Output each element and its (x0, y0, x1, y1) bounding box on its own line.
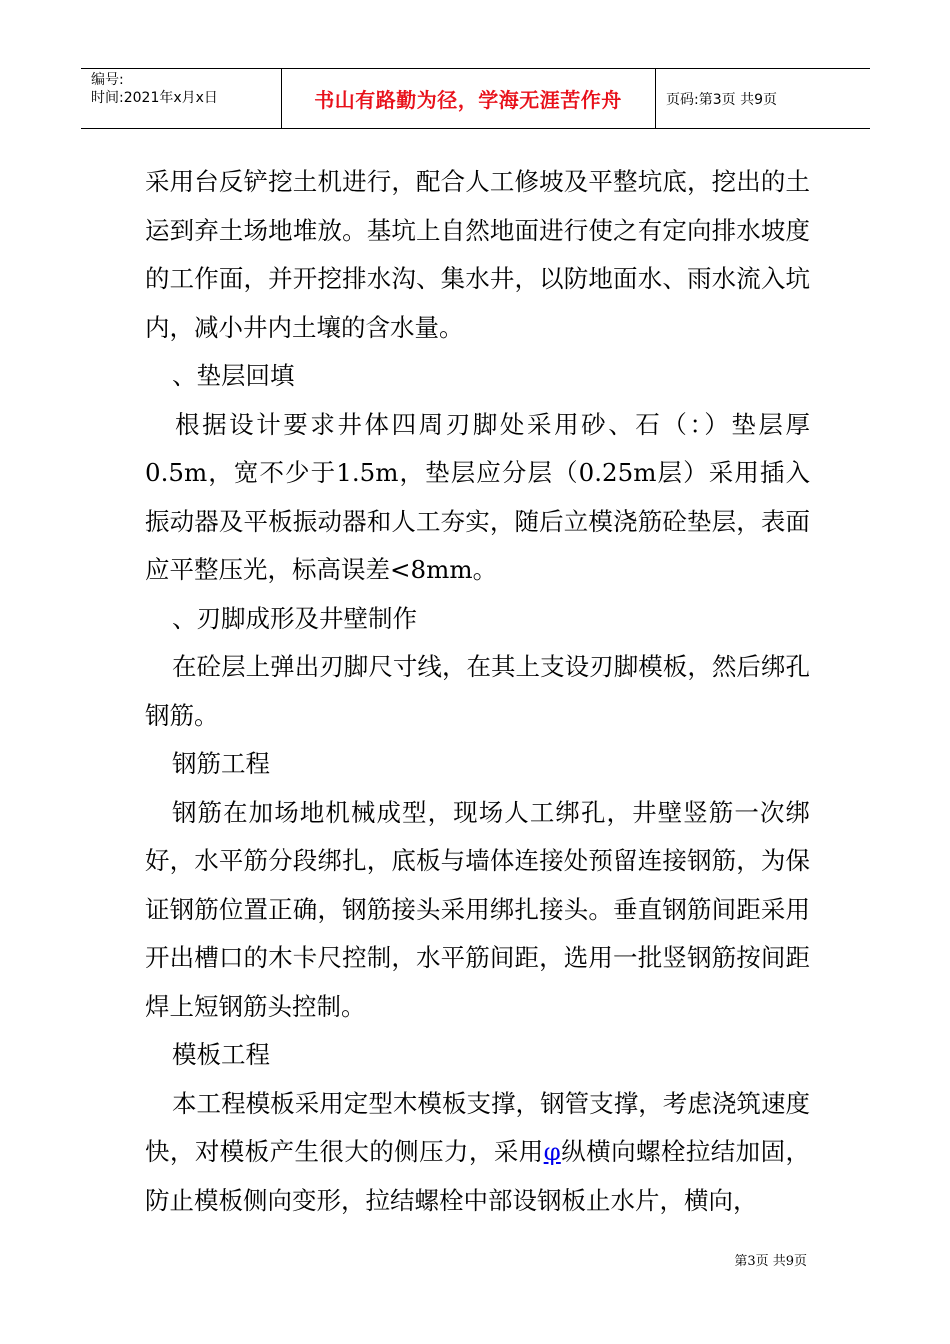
paragraph-cushion: 根据设计要求井体四周刃脚处采用砂、石（：）垫层厚0.5m，宽不少于1.5m，垫层应分层（0.25m层）采用插入振动器及平板振动器和人工夯实，随后立模浇筋砼垫层，表面应平整压光，标高误差<8mm。 (145, 409, 810, 584)
paragraph-formwork-part2: 纵横向螺栓拉结加固，防止模板侧向变形，拉结螺栓中部设钢板止水片，横向， (145, 1137, 810, 1215)
paragraph-rebar: 钢筋在加场地机械成型，现场人工绑孔，井壁竖筋一次绑好，水平筋分段绑扎，底板与墙体连接处预留连接钢筋，为保证钢筋位置正确，钢筋接头采用绑扎接头。垂直钢筋间距采用开出槽口的木卡尺控制，水平筋间距，选用一批竖钢筋按间距焊上短钢筋头控制。 (145, 797, 810, 1021)
document-time-label: 时间:2021年x月x日 (91, 90, 218, 106)
page-header (81, 68, 870, 129)
header-page-info: 页码:第3页 共9页 (666, 91, 777, 108)
document-number-label: 编号: (91, 72, 124, 88)
phi-link[interactable]: φ (543, 1137, 561, 1166)
section-heading-rebar: 钢筋工程 (172, 749, 270, 778)
page-footer: 第3页 共9页 (734, 1254, 807, 1269)
paragraph-blade-foot: 在砼层上弹出刃脚尺寸线，在其上支设刃脚模板，然后绑孔钢筋。 (145, 652, 810, 730)
document-body (145, 158, 810, 1225)
header-meta (81, 69, 281, 128)
section-heading-cushion: 、垫层回填 (172, 361, 295, 390)
section-heading-formwork: 模板工程 (172, 1040, 270, 1069)
paragraph-formwork-part1: 本工程模板采用定型木模板支撑，钢管支撑，考虑浇筑速度快，对模板产生很大的侧压力，采用 (145, 1088, 810, 1166)
section-heading-blade-foot: 、刃脚成形及井壁制作 (172, 603, 417, 633)
paragraph-excavation: 采用台反铲挖土机进行，配合人工修坡及平整坑底，挖出的土运到弃土场地堆放。基坑上自然地面进行使之有定向排水坡度的工作面，并开挖排水沟、集水井，以防地面水、雨水流入坑内，减小井内土壤的含水量。 (145, 167, 810, 342)
paragraph-formwork (145, 1080, 810, 1226)
header-motto: 书山有路勤为径，学海无涯苦作舟 (314, 88, 622, 112)
